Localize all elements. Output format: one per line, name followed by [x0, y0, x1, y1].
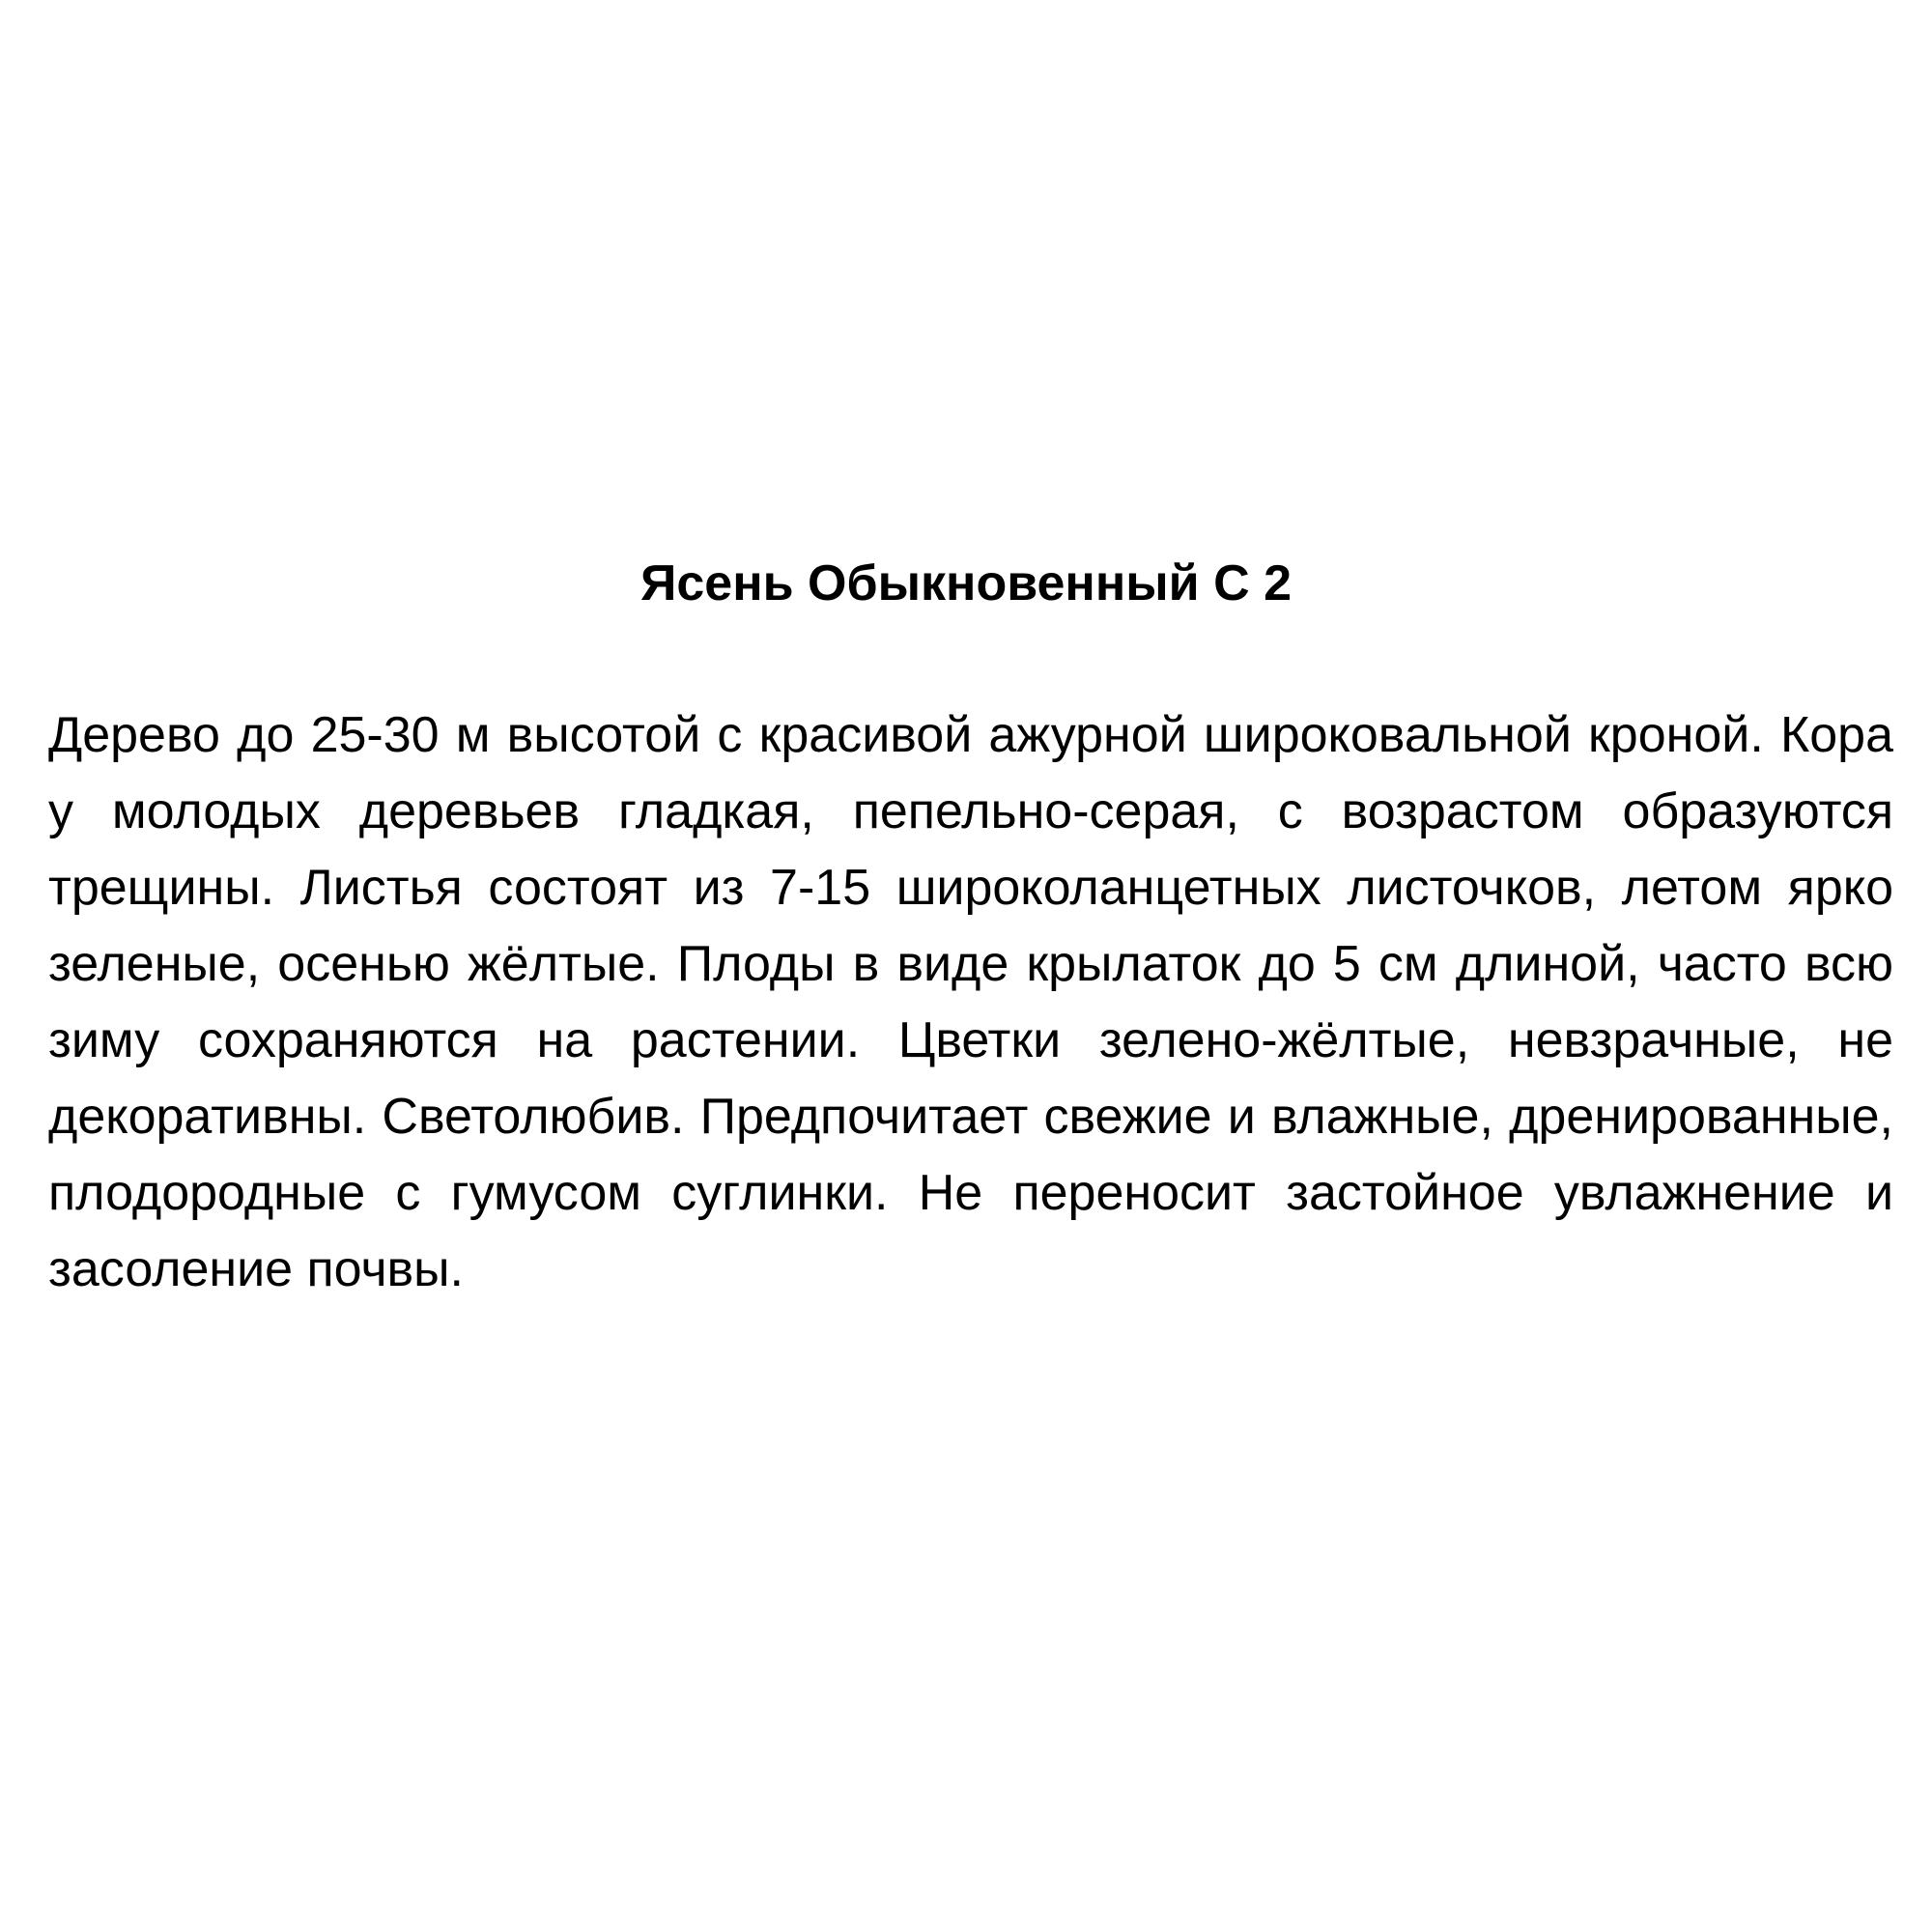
- document-body-paragraph: Дерево до 25-30 м высотой с красивой ажурной широковальной кроной. Кора у молодых деревьев гладкая, пепельно-серая, с возрастом образуются трещины. Листья состоят из 7-15 широколанцетных листочков, летом ярко зеленые, осенью жёлтые. Плоды в виде крылаток до 5 см длиной, часто всю зиму сохраняются на растении. Цветки зелено-жёлтые, невзрачные, не декоративны. Светолюбив. Предпочитает свежие и влажные, дренированные, плодородные с гумусом суглинки. Не переносит застойное увлажнение и засоление почвы.: [48, 707, 1893, 1297]
- document-title: Ясень Обыкновенный С 2: [640, 555, 1292, 611]
